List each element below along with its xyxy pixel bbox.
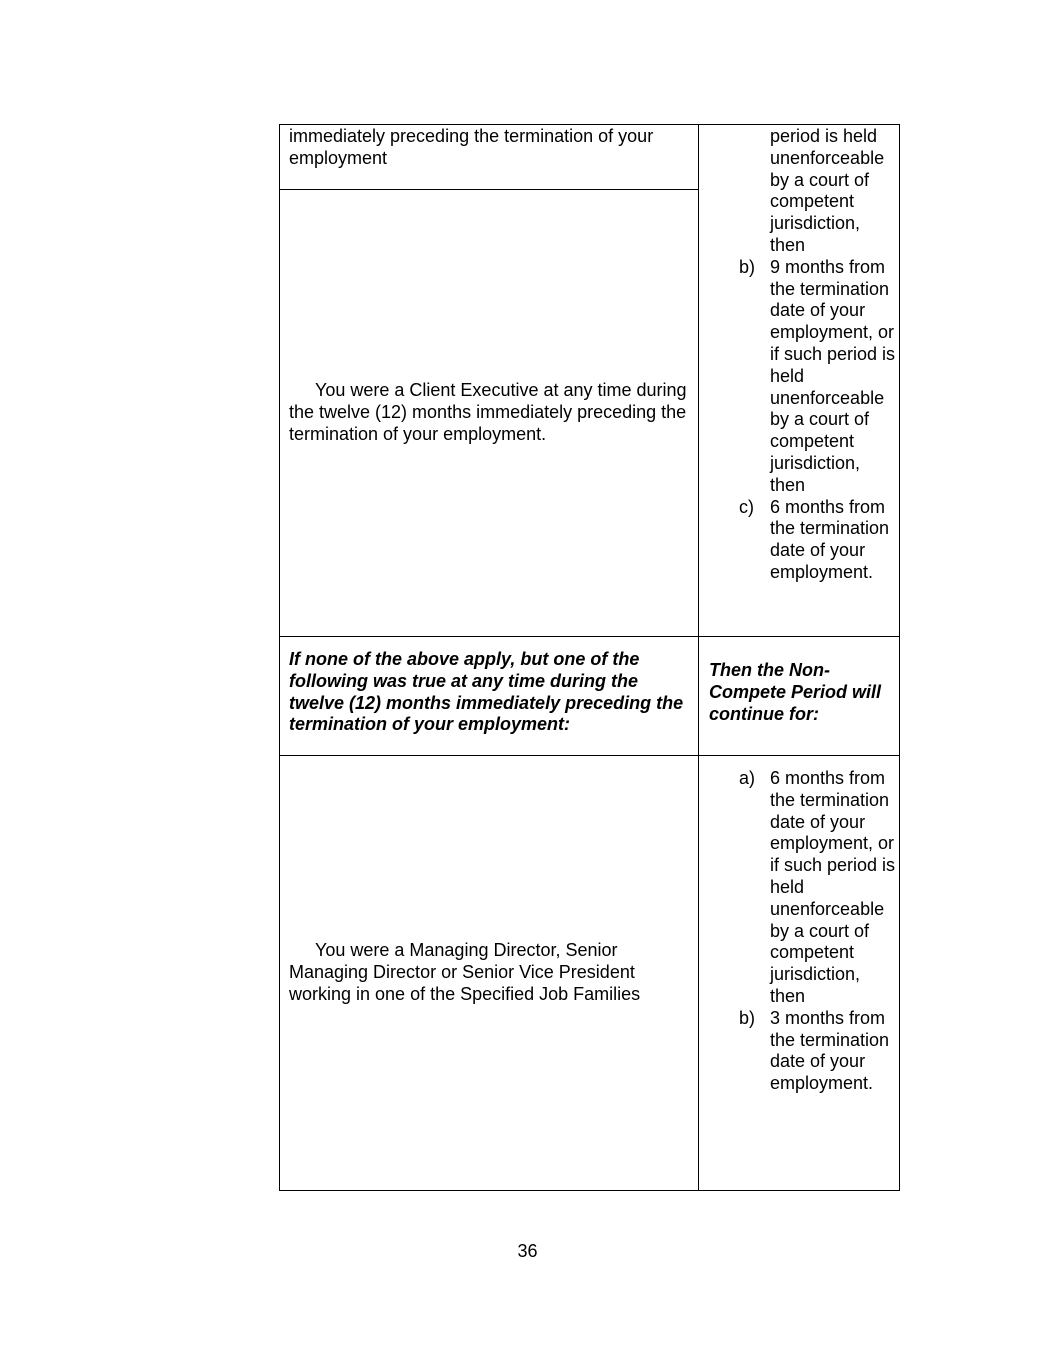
table-border-left	[279, 124, 280, 1191]
list-item	[739, 768, 899, 1008]
cell-text: You were a Client Executive at any time during the twelve (12) months immediately preceding the termination of your employment.	[289, 380, 687, 444]
text-line: by a court of	[770, 169, 870, 190]
table-border-right	[899, 124, 900, 1191]
list-marker: b)	[739, 1007, 756, 1028]
table-cell	[289, 190, 689, 636]
list-marker: b)	[739, 256, 756, 277]
list-continuation	[739, 126, 899, 257]
table-border-top	[279, 124, 900, 125]
cell-text: If none of the above apply, but one of the following was true at any time during the twelve (12) months immediately preceding the termination of your employment:	[289, 649, 684, 735]
table-cell	[289, 126, 689, 170]
list-item-text: 9 months from the termination date of your employment, or if such period is held unenforceable by a court of competent jurisdiction, then	[770, 256, 896, 495]
list-item-text: 6 months from the termination date of your employment, or if such period is held unenforceable by a court of competent jurisdiction, then	[770, 768, 896, 1006]
cell-text: Then the Non-Compete Period will continue for:	[709, 660, 882, 724]
section-header-left	[289, 649, 689, 736]
page-number: 36	[517, 1241, 538, 1261]
table-cell	[739, 126, 899, 584]
list-item	[739, 497, 899, 584]
list-item-text: 3 months from the termination date of your employment.	[770, 1007, 890, 1094]
list-item-text: 6 months from the termination date of your employment.	[770, 496, 890, 582]
cell-text: immediately preceding the termination of your employment	[289, 126, 654, 168]
list-item	[739, 1008, 899, 1095]
text-line: unenforceable	[770, 147, 885, 168]
list-marker: c)	[739, 496, 754, 517]
text-line: competent	[770, 191, 855, 212]
text-line: then	[770, 234, 806, 255]
table-border-bottom	[279, 1190, 900, 1191]
list-marker: a)	[739, 768, 756, 788]
table-column-divider	[698, 124, 699, 1191]
table-cell	[289, 756, 689, 1190]
cell-text: You were a Managing Director, Senior Managing Director or Senior Vice President working in one of the Specified Job Families	[289, 940, 641, 1004]
text-line: jurisdiction,	[770, 213, 861, 234]
section-header-right	[709, 660, 895, 725]
table-cell	[739, 768, 899, 1095]
list-item	[739, 257, 899, 497]
row-divider	[279, 636, 900, 637]
text-line: period is held	[770, 126, 878, 146]
